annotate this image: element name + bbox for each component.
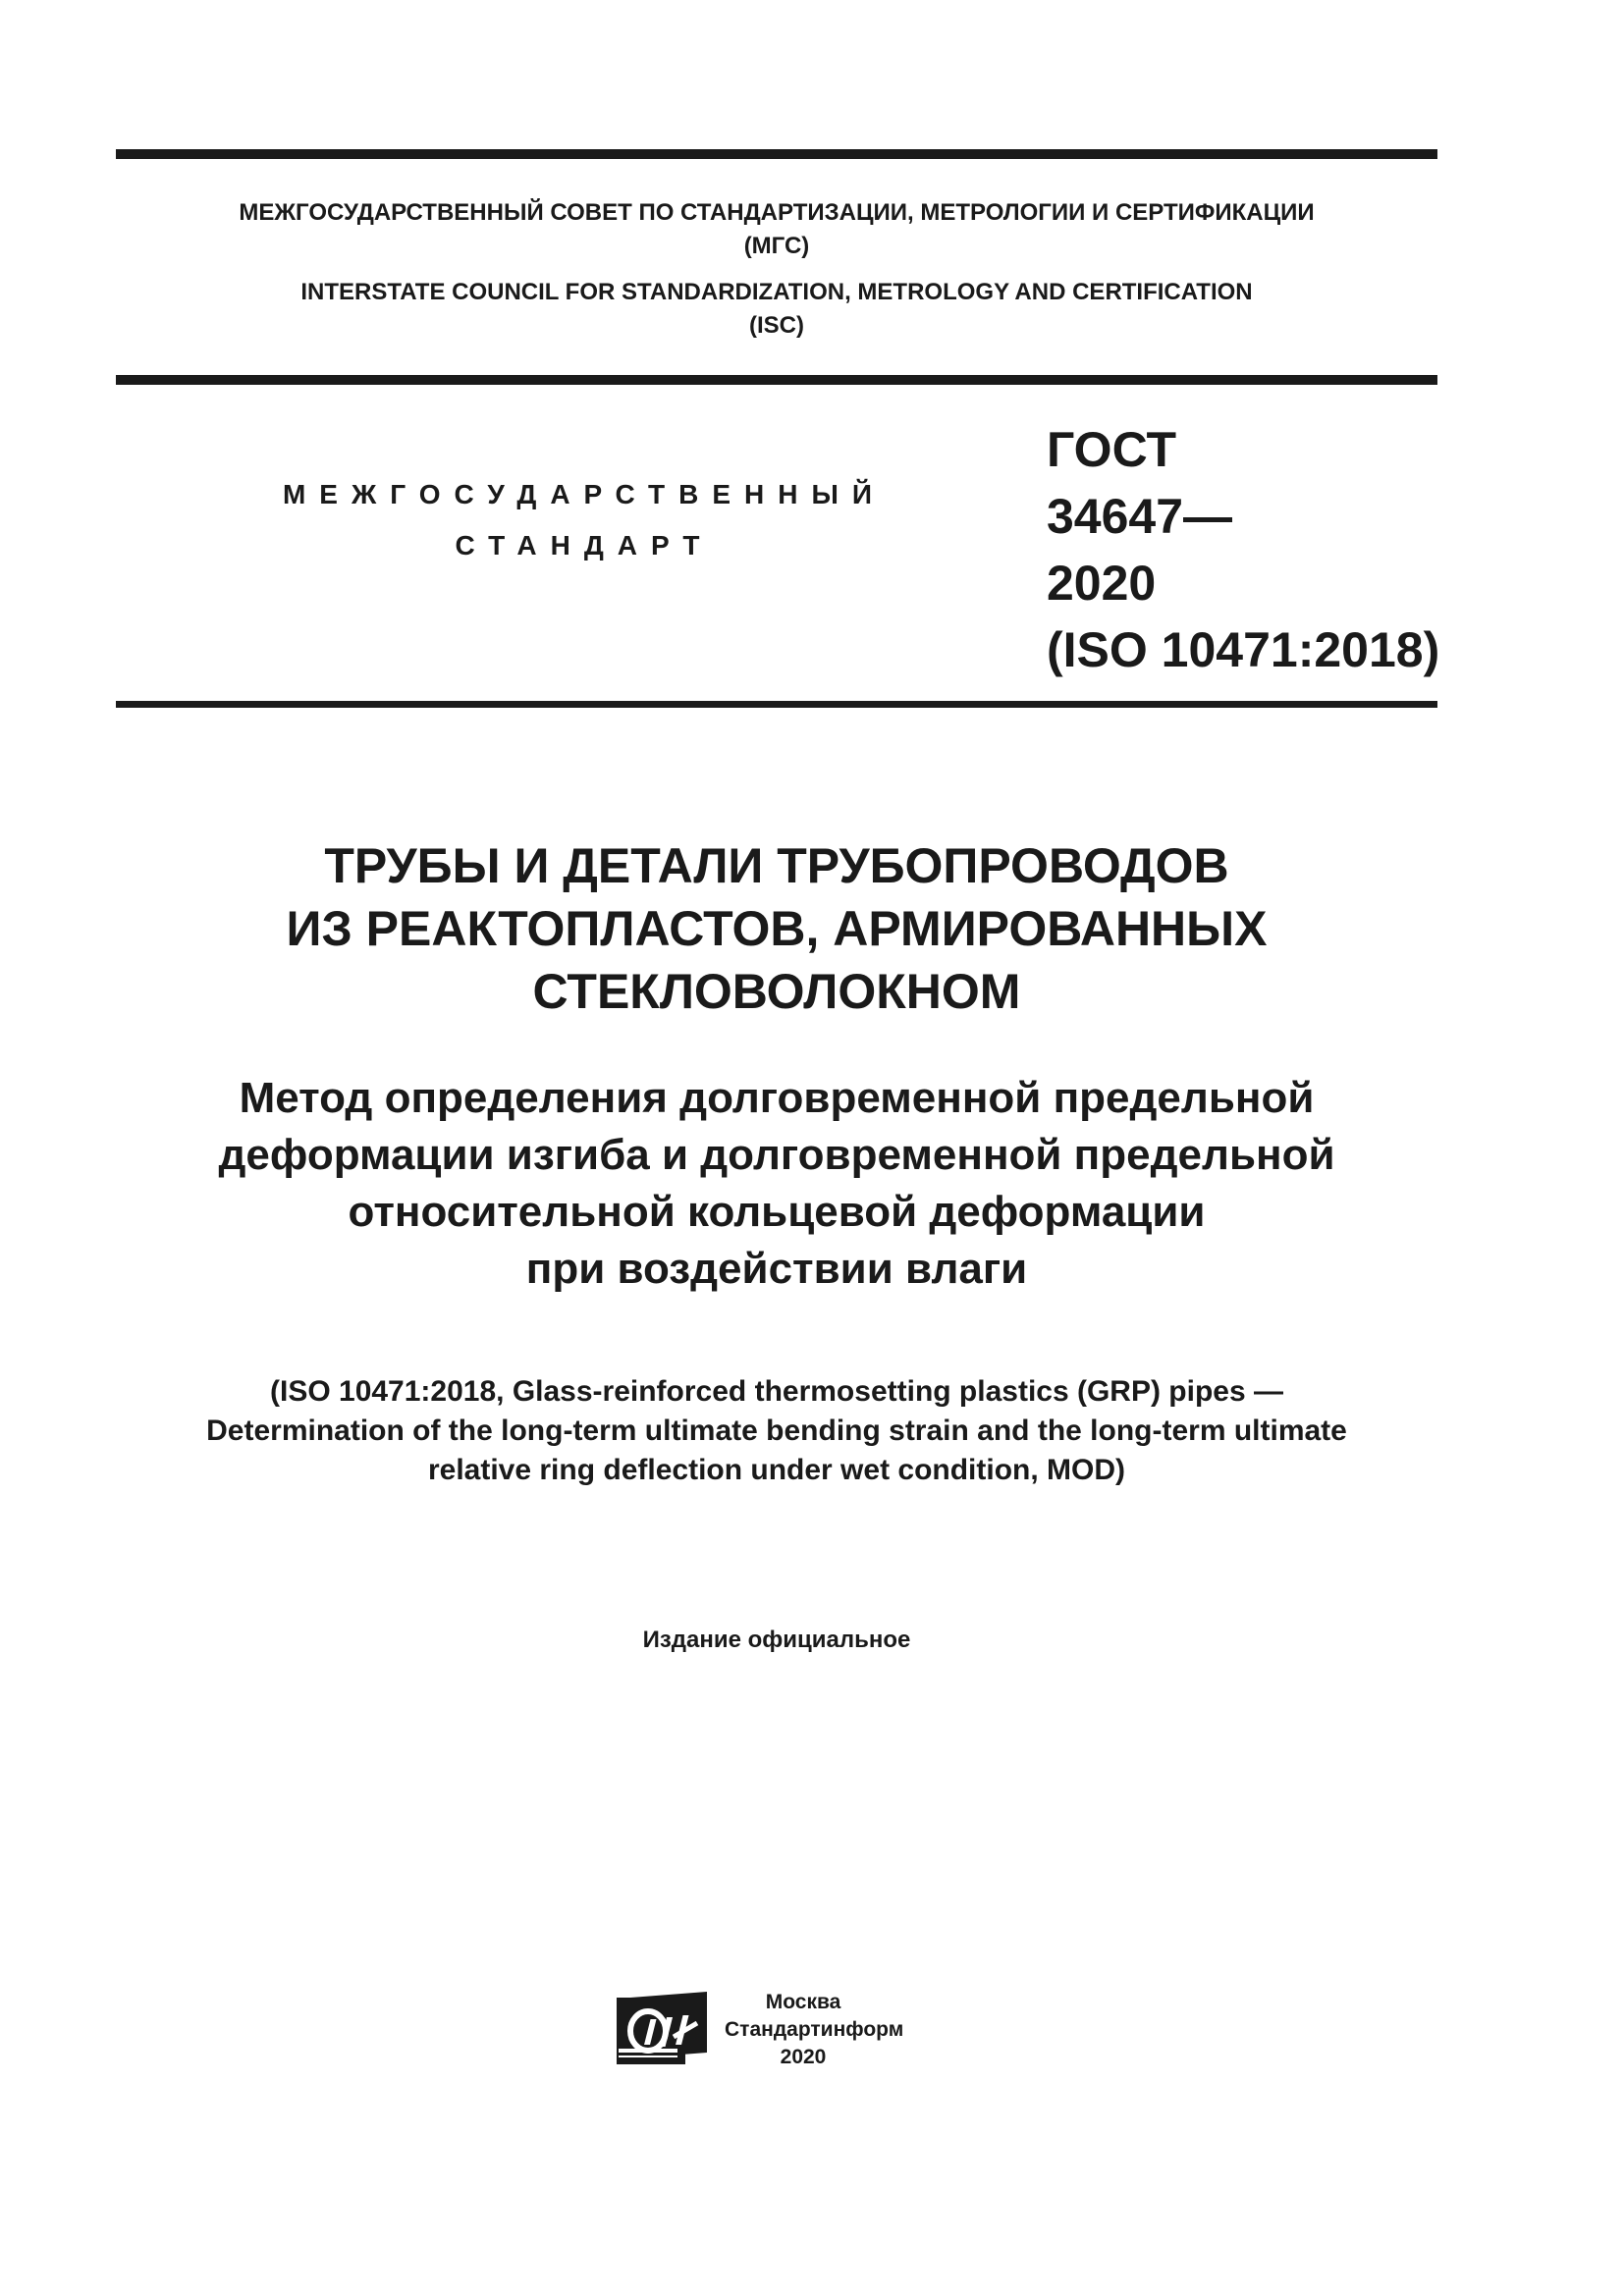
standartinform-logo-icon	[615, 1990, 709, 2068]
council-name-ru	[116, 196, 1437, 263]
iso-reference-line-2: Determination of the long-term ultimate bending strain and the long-term ultimate	[206, 1415, 1347, 1447]
publisher-city: Москва	[765, 1991, 841, 2013]
top-rule	[116, 149, 1437, 159]
designation-line-3: 2020	[1047, 556, 1157, 611]
designation-line-2: 34647—	[1047, 489, 1233, 544]
subtitle-line-3: относительной кольцевой деформации	[348, 1188, 1206, 1236]
designation-line-1: ГОСТ	[1047, 422, 1176, 477]
subtitle-line-1: Метод определения долговременной предельной	[239, 1074, 1315, 1122]
header-rule	[116, 375, 1437, 385]
document-subtitle	[116, 1070, 1437, 1298]
publisher-year: 2020	[780, 2046, 827, 2068]
council-en-line-2: (ISC)	[749, 312, 804, 339]
publisher-name: Стандартинформ	[725, 2018, 904, 2041]
subtitle-line-2: деформации изгиба и долговременной предельной	[218, 1131, 1335, 1179]
standard-type-line-2: СТАНДАРТ	[455, 530, 714, 561]
designation-rule	[116, 701, 1437, 708]
council-name-en	[116, 276, 1437, 343]
standard-designation	[1047, 416, 1439, 683]
council-en-line-1: INTERSTATE COUNCIL FOR STANDARDIZATION, METROLOGY AND CERTIFICATION	[300, 279, 1253, 305]
publisher-imprint	[725, 1989, 904, 2071]
title-line-3: СТЕКЛОВОЛОКНОМ	[532, 964, 1021, 1019]
subtitle-line-4: при воздействии влаги	[525, 1245, 1028, 1293]
iso-reference	[116, 1372, 1437, 1490]
iso-reference-line-3: relative ring deflection under wet condition, MOD)	[427, 1454, 1126, 1486]
edition-note: Издание официальное	[642, 1627, 911, 1653]
document-title	[116, 834, 1437, 1023]
standard-type-line-1: МЕЖГОСУДАРСТВЕННЫЙ	[282, 479, 887, 509]
council-ru-line-1: МЕЖГОСУДАРСТВЕННЫЙ СОВЕТ ПО СТАНДАРТИЗАЦИИ, МЕТРОЛОГИИ И СЕРТИФИКАЦИИ	[239, 199, 1315, 226]
title-line-1: ТРУБЫ И ДЕТАЛИ ТРУБОПРОВОДОВ	[324, 838, 1229, 893]
council-ru-line-2: (МГС)	[743, 233, 810, 259]
title-line-2: ИЗ РЕАКТОПЛАСТОВ, АРМИРОВАННЫХ	[286, 901, 1268, 956]
iso-reference-line-1: (ISO 10471:2018, Glass-reinforced thermosetting plastics (GRP) pipes —	[270, 1375, 1283, 1408]
designation-line-4: (ISO 10471:2018)	[1047, 622, 1440, 677]
